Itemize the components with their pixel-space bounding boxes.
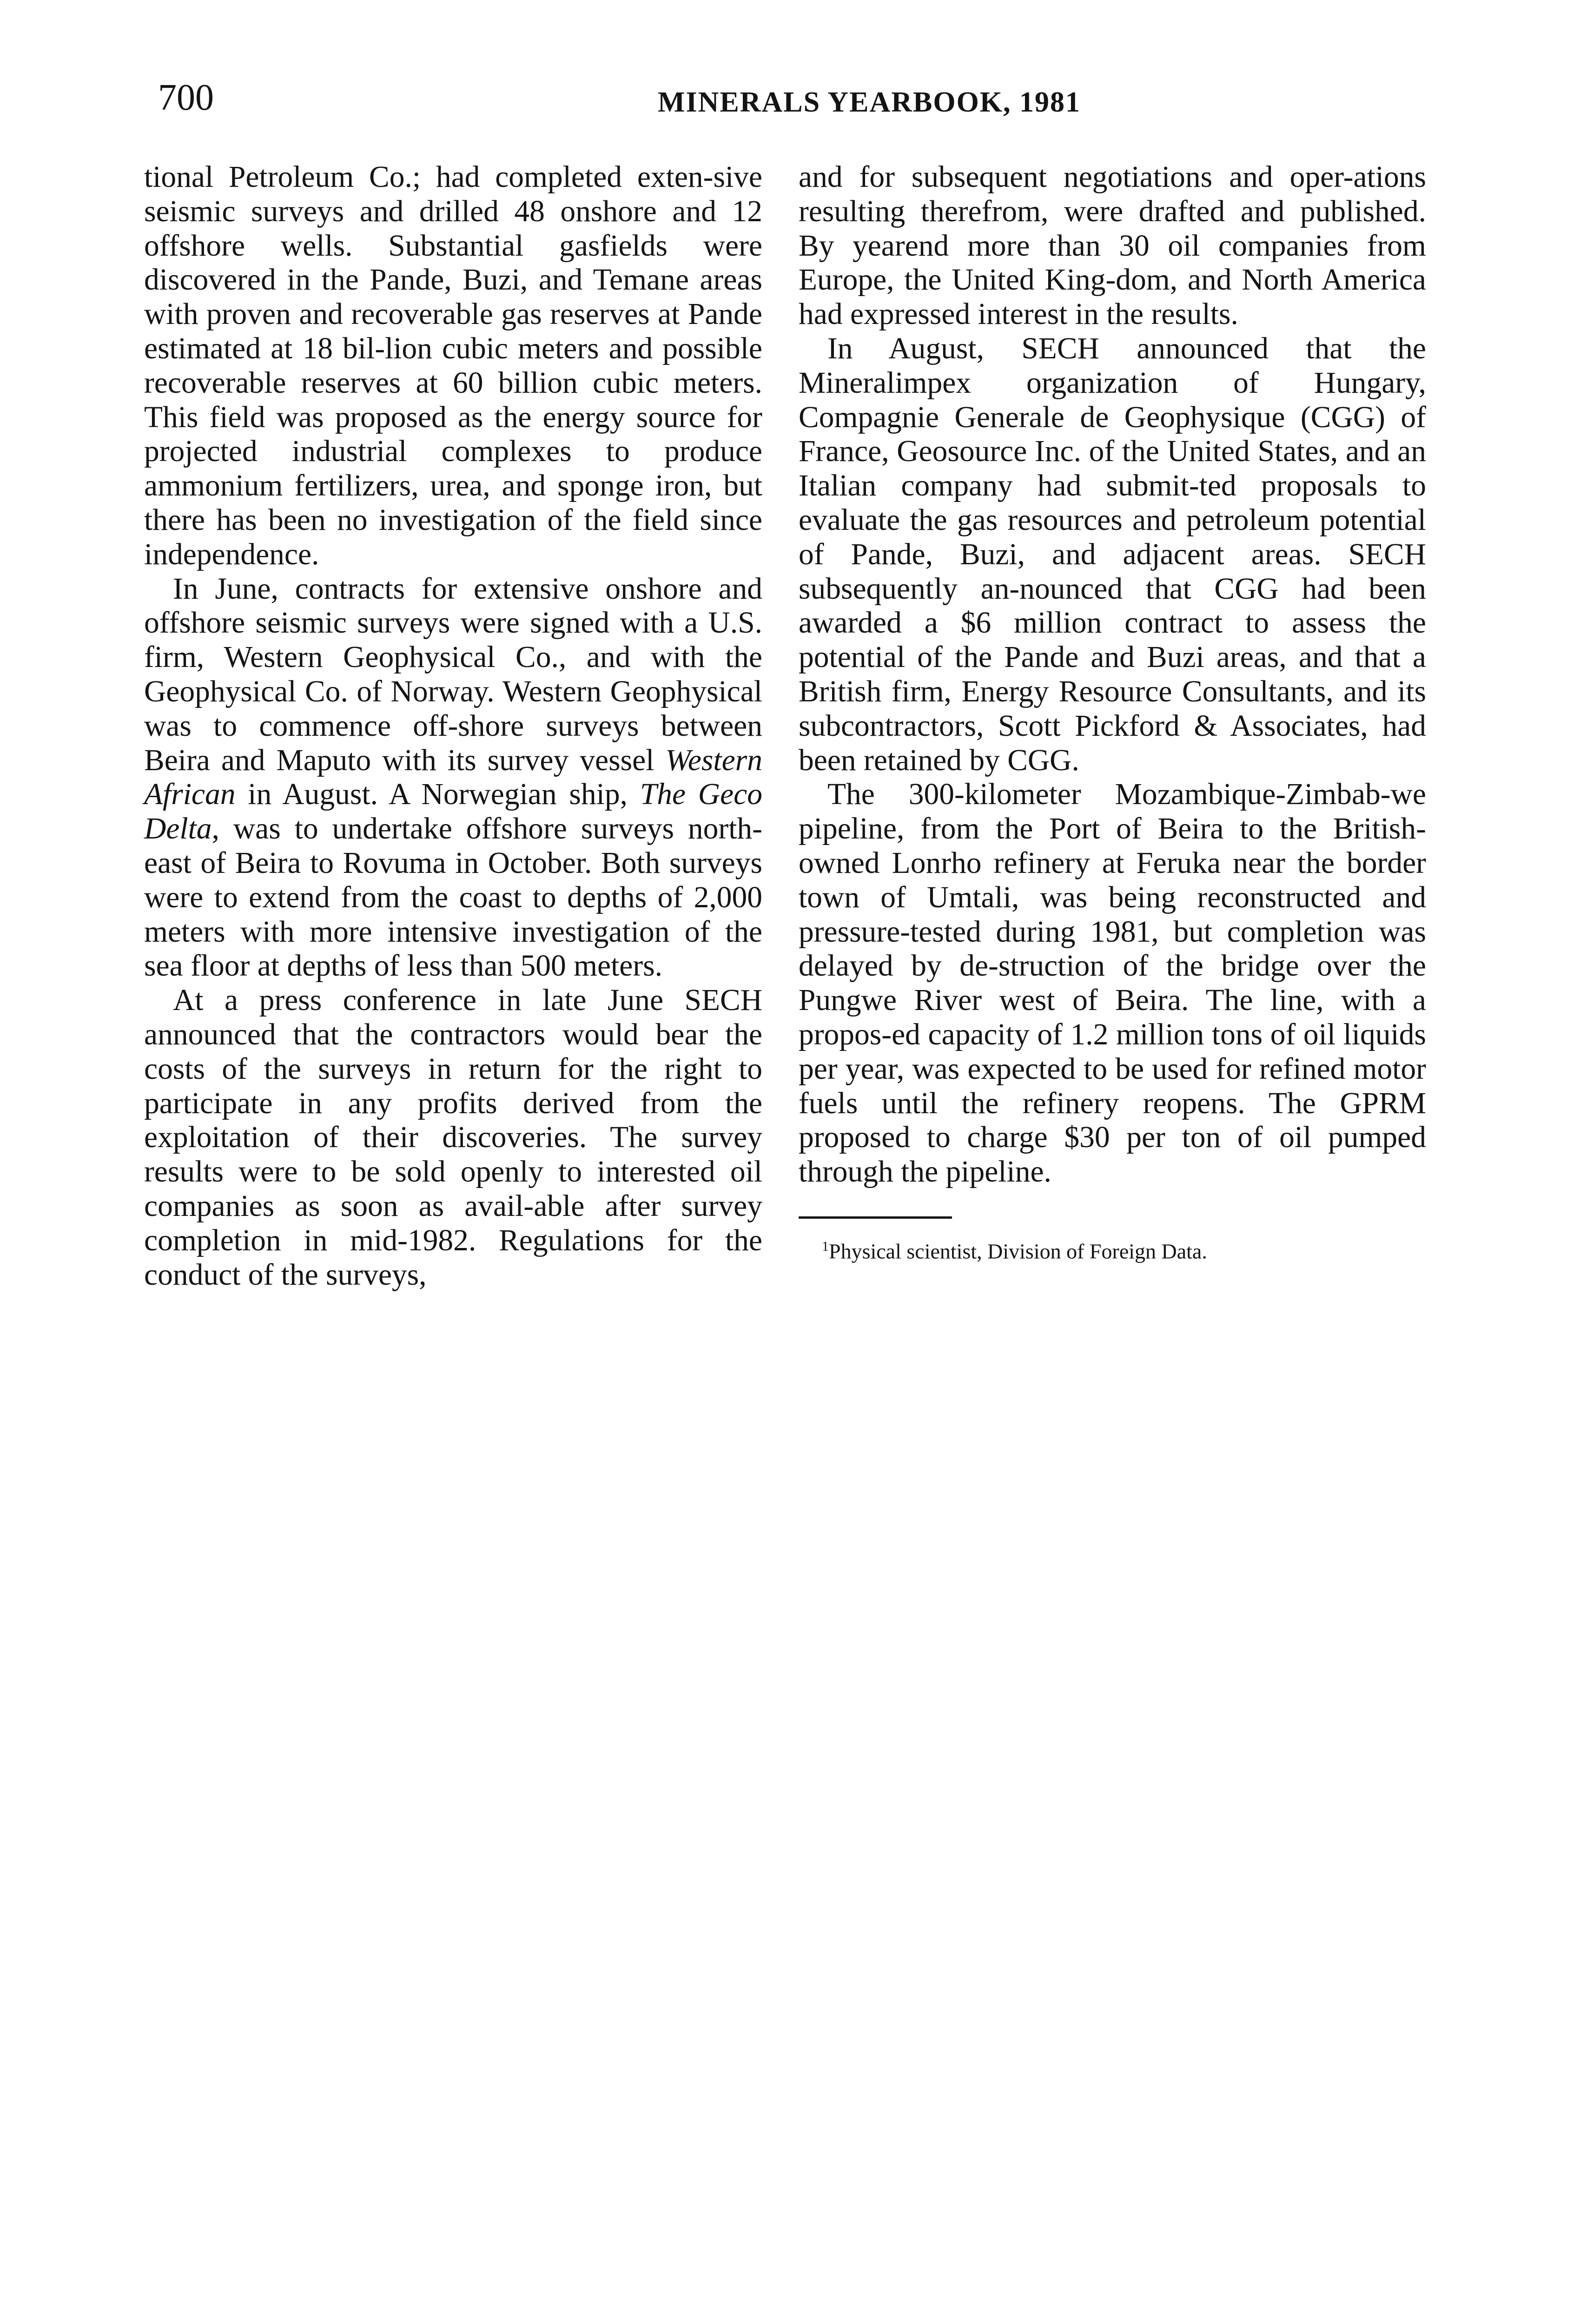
footnote-text: Physical scientist, Division of Foreign Data. xyxy=(829,1239,1207,1263)
paragraph-right-3: The 300-kilometer Mozambique-Zimbab-we pipeline, from the Port of Beira to the British-owned Lonrho refinery at Feruka near the border town of Umtali, was being reconstructed and pressure-tested during 1981, but completion was delayed by de-struction of the bridge over the Pungwe River west of Beira. The line, with a propos-ed capacity of 1.2 million tons of oil liquids per year, was expected to be used for refined motor fuels until the refinery reopens. The GPRM proposed to charge $30 per ton of oil pumped through the pipeline. xyxy=(799,778,1426,1189)
page-number: 700 xyxy=(158,77,214,118)
paragraph-left-2-text-a: In June, contracts for extensive onshore and offshore seismic surveys were signed with a U.S. firm, Western Geophysical Co., and with the Geophysical Co. of Norway. Western Geophysical was to commence off-shore surveys between Beira and Maputo with its survey vessel xyxy=(144,572,762,777)
paragraph-left-1: tional Petroleum Co.; had completed exten-sive seismic surveys and drilled 48 onshore and 12 offshore wells. Substantial gasfields were discovered in the Pande, Buzi, and Temane areas with proven and recoverable gas reserves at Pande estimated at 18 bil-lion cubic meters and possible recoverable reserves at 60 billion cubic meters. This field was proposed as the energy source for projected industrial complexes to produce ammonium fertilizers, urea, and sponge iron, but there has been no investigation of the field since independence. xyxy=(144,160,762,571)
paragraph-right-2: In August, SECH announced that the Mineralimpex organization of Hungary, Compagnie Generale de Geophysique (CGG) of France, Geosource Inc. of the United States, and an Italian company had submit-ted proposals to evaluate the gas resources and petroleum potential of Pande, Buzi, and adjacent areas. SECH subsequently an-nounced that CGG had been awarded a $6 million contract to assess the potential of the Pande and Buzi areas, and that a British firm, Energy Resource Consultants, and its subcontractors, Scott Pickford & Associates, had been retained by CGG. xyxy=(799,331,1426,777)
footnote-divider xyxy=(799,1216,952,1219)
paragraph-right-1: and for subsequent negotiations and oper-ations resulting therefrom, were drafted and published. By yearend more than 30 oil companies from Europe, the United King-dom, and North America had expressed interest in the results. xyxy=(799,160,1426,331)
footnote-marker: 1 xyxy=(822,1238,829,1254)
paragraph-left-2-text-c: , was to undertake offshore surveys north-east of Beira to Rovuma in October. Both surveys were to extend from the coast to depths of 2,000 meters with more intensive investigation of the sea floor at depths of less than 500 meters. xyxy=(144,812,762,983)
paragraph-left-2 xyxy=(144,572,762,984)
footnote xyxy=(799,1233,1426,1265)
running-title: MINERALS YEARBOOK, 1981 xyxy=(657,86,1081,118)
paragraph-left-2-text-b: in August. A Norwegian ship, xyxy=(235,778,640,812)
vessel-name-geco-delta: The Geco Delta xyxy=(144,778,762,846)
page-header xyxy=(158,70,1441,125)
right-column xyxy=(799,160,1426,1265)
left-column xyxy=(144,160,762,1292)
vessel-name-western-african: Western African xyxy=(144,743,762,812)
paragraph-left-3: At a press conference in late June SECH announced that the contractors would bear the costs of the surveys in return for the right to participate in any profits derived from the exploitation of their discoveries. The survey results were to be sold openly to interested oil companies as soon as avail-able after survey completion in mid-1982. Regulations for the conduct of the surveys, xyxy=(144,984,762,1292)
